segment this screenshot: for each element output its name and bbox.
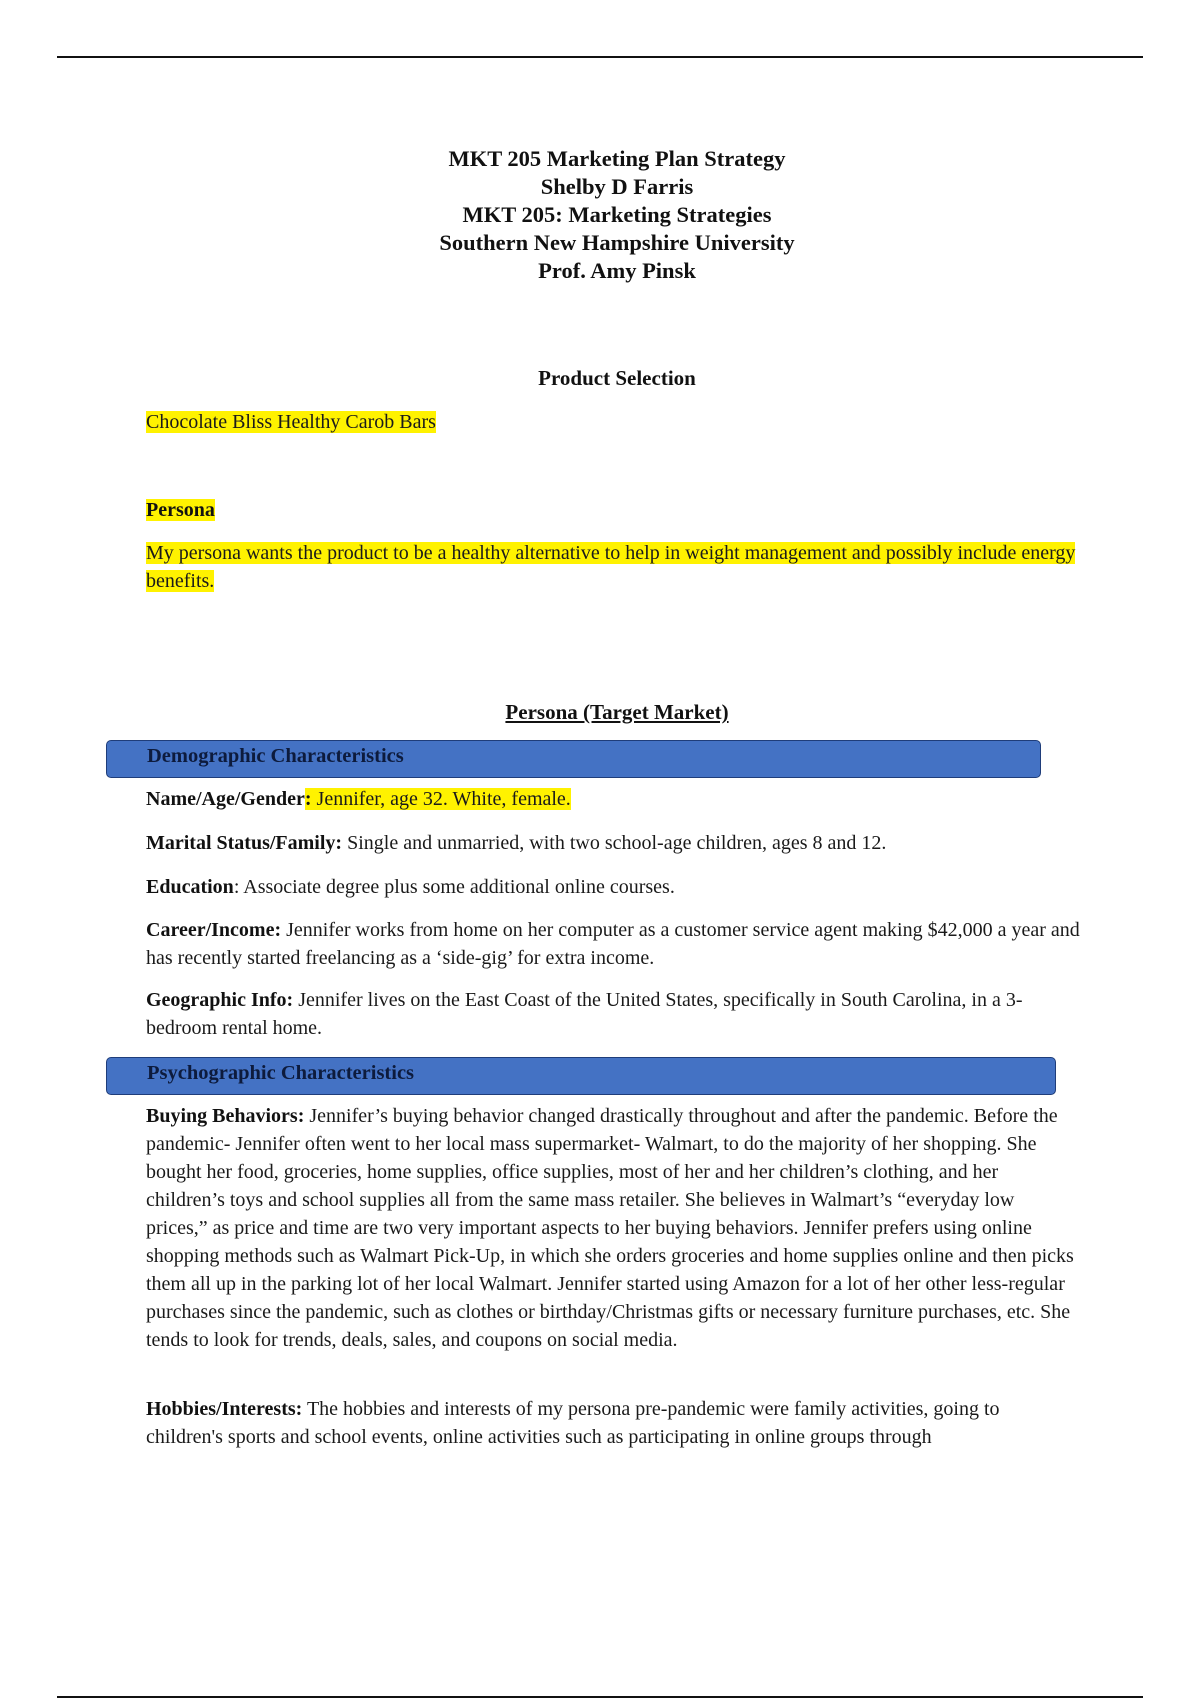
product-selection-heading: Product Selection bbox=[538, 366, 696, 390]
career-income-value: Jennifer works from home on her computer as a customer service agent making $42,000 a year and has recently started freelancing as a ‘side-gig’ for extra income. bbox=[146, 919, 1080, 969]
top-rule bbox=[57, 56, 1143, 58]
title-line-course: MKT 205 Marketing Plan Strategy bbox=[448, 146, 786, 171]
persona-description bbox=[146, 539, 1080, 595]
target-market-heading: Persona (Target Market) bbox=[505, 700, 729, 724]
title-line-author: Shelby D Farris bbox=[540, 174, 694, 199]
title-line-course-name: MKT 205: Marketing Strategies bbox=[462, 202, 772, 227]
name-age-gender-colon: : bbox=[304, 788, 312, 810]
title-line-professor: Prof. Amy Pinsk bbox=[538, 258, 696, 283]
demographic-section-bar bbox=[106, 740, 1041, 778]
education-value: : Associate degree plus some additional online courses. bbox=[233, 876, 675, 898]
psychographic-section-bar bbox=[106, 1057, 1056, 1095]
career-income-label: Career/Income: bbox=[146, 919, 282, 941]
hobbies-interests-value: The hobbies and interests of my persona pre-pandemic were family activities, going to children's sports and school events, online activities such as participating in online groups through bbox=[146, 1398, 1000, 1448]
document-title-block bbox=[0, 145, 1200, 285]
geographic-info-value: Jennifer lives on the East Coast of the United States, specifically in South Carolina, in a 3-bedroom rental home. bbox=[146, 989, 1023, 1039]
education-field bbox=[146, 873, 1080, 901]
persona-heading-text: Persona bbox=[146, 499, 215, 521]
buying-behaviors-value: Jennifer’s buying behavior changed drastically throughout and after the pandemic. Before the pandemic- Jennifer often went to her local mass supermarket- Walmart, to do the majority of her shopping. She bought her food, groceries, home supplies, office supplies, most of her and her children’s clothing, and her children’s toys and school supplies all from the same mass retailer. She believes in Walmart’s “everyday low prices,” as price and time are two very important aspects to her buying behaviors. Jennifer prefers using online shopping methods such as Walmart Pick-Up, in which she orders groceries and home supplies online and then picks them all up in the parking lot of her local Walmart. Jennifer started using Amazon for a lot of her other less-regular purchases since the pandemic, such as clothes or birthday/Christmas gifts or necessary furniture purchases, etc. She tends to look for trends, deals, sales, and coupons on social media. bbox=[146, 1105, 1074, 1351]
geographic-info-field bbox=[146, 986, 1080, 1042]
marital-status-value: Single and unmarried, with two school-age children, ages 8 and 12. bbox=[342, 832, 887, 854]
title-line-university: Southern New Hampshire University bbox=[439, 230, 795, 255]
bottom-rule bbox=[57, 1696, 1143, 1698]
demographic-section-label: Demographic Characteristics bbox=[147, 745, 404, 767]
career-income-field bbox=[146, 916, 1080, 972]
name-age-gender-value: Jennifer, age 32. White, female. bbox=[311, 788, 571, 810]
buying-behaviors-label: Buying Behaviors: bbox=[146, 1105, 305, 1127]
name-age-gender-label: Name/Age/Gender bbox=[146, 788, 305, 810]
name-age-gender-field bbox=[146, 785, 1080, 813]
marital-status-label: Marital Status/Family: bbox=[146, 832, 343, 854]
persona-heading bbox=[146, 496, 1080, 524]
geographic-info-label: Geographic Info: bbox=[146, 989, 294, 1011]
psychographic-section-label: Psychographic Characteristics bbox=[147, 1062, 415, 1084]
education-label: Education bbox=[146, 876, 234, 898]
hobbies-interests-label: Hobbies/Interests: bbox=[146, 1398, 303, 1420]
hobbies-interests-field bbox=[146, 1395, 1080, 1451]
marital-status-field bbox=[146, 829, 1080, 857]
product-name bbox=[146, 408, 1080, 436]
buying-behaviors-field bbox=[146, 1102, 1080, 1354]
persona-description-text: My persona wants the product to be a healthy alternative to help in weight management and possibly include energy benefits. bbox=[146, 542, 1076, 592]
product-name-text: Chocolate Bliss Healthy Carob Bars bbox=[146, 411, 436, 433]
